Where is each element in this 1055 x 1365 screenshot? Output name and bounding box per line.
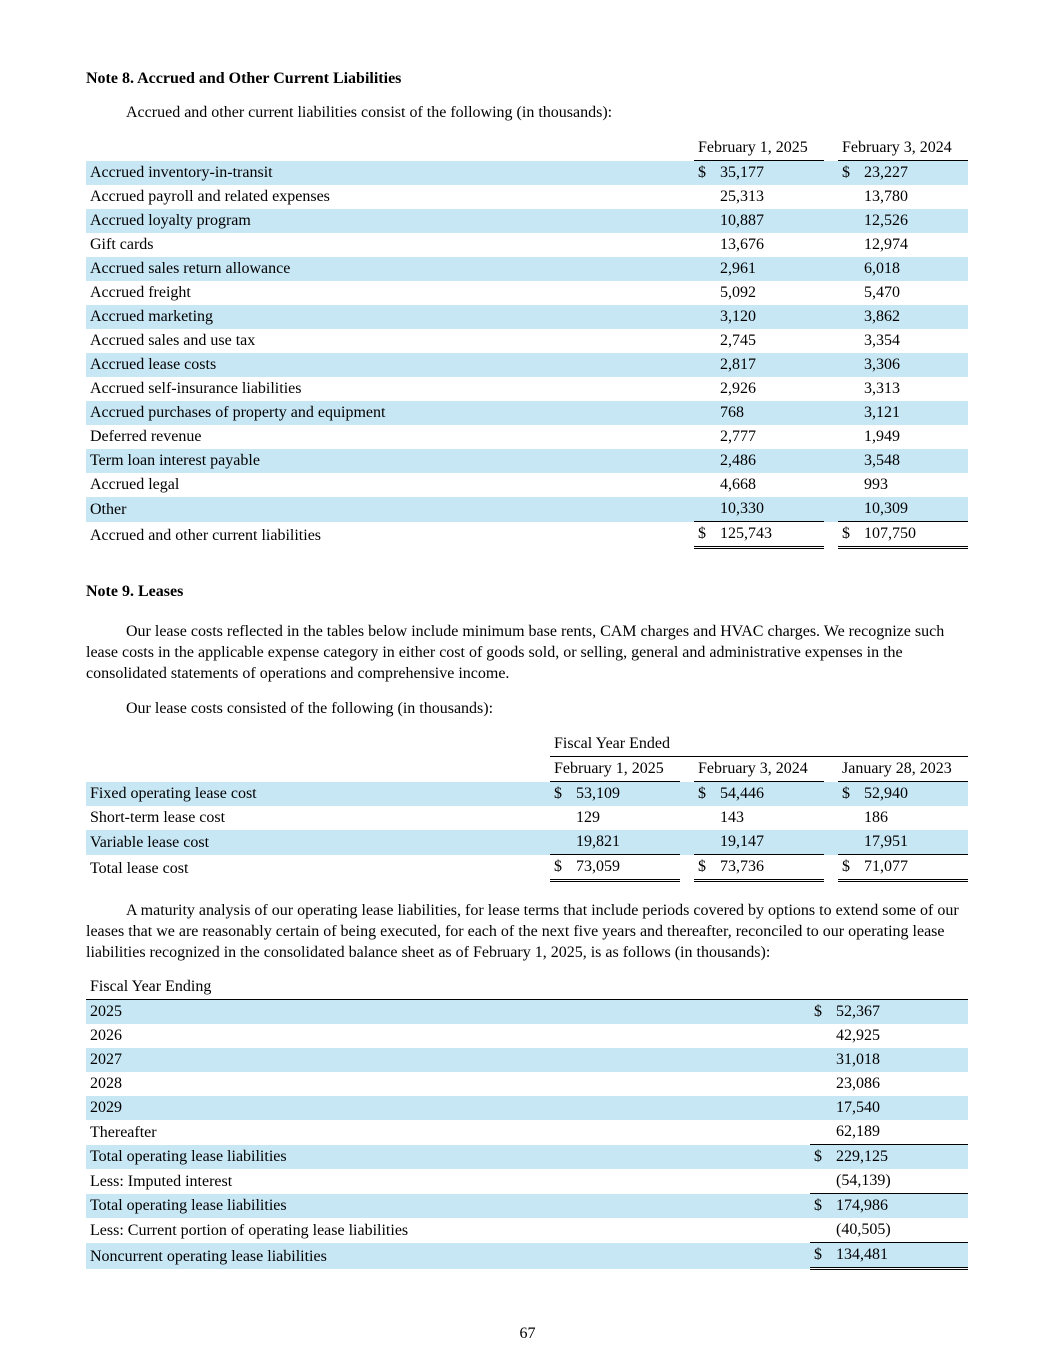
row-value: 17,540: [832, 1096, 968, 1120]
row-label: 2026: [90, 1027, 122, 1044]
column-gap: [824, 209, 838, 233]
row-value: 13,676: [720, 236, 764, 253]
row-label: Thereafter: [90, 1123, 157, 1141]
column-gap: [824, 136, 838, 161]
dollar-sign: [694, 353, 716, 377]
page-number: 67: [519, 1325, 536, 1342]
row-value: 3,548: [860, 449, 968, 473]
table-group-header-row: [86, 732, 968, 757]
row-value: 134,481: [832, 1243, 968, 1269]
dollar-sign: [810, 1096, 832, 1120]
row-value: 52,940: [860, 782, 968, 807]
dollar-sign: [810, 1120, 832, 1145]
table-row: [86, 1145, 968, 1170]
table-row: [86, 257, 968, 281]
row-label: Total operating lease liabilities: [86, 1145, 810, 1170]
row-value: 71,077: [860, 855, 968, 881]
dollar-sign: $: [810, 1000, 832, 1025]
row-label: Accrued legal: [90, 476, 180, 493]
row-value: 42,925: [836, 1027, 880, 1044]
table-row: [86, 830, 968, 855]
dollar-sign: [810, 1072, 832, 1096]
table-row: [86, 161, 968, 186]
dollar-sign: [838, 233, 860, 257]
table-row: [86, 1120, 968, 1145]
row-value: 229,125: [832, 1145, 968, 1170]
column-gap: [680, 806, 694, 830]
row-value: 143: [720, 809, 744, 826]
row-label: Deferred revenue: [90, 428, 202, 445]
row-value: 17,951: [860, 830, 968, 855]
row-value: 129: [576, 809, 600, 826]
table-row: [86, 806, 968, 830]
row-label: Accrued and other current liabilities: [90, 526, 322, 544]
dollar-sign: $: [838, 161, 860, 186]
row-label: Fixed operating lease cost: [86, 782, 550, 807]
row-value: 52,367: [832, 1000, 968, 1025]
column-gap: [824, 305, 838, 329]
column-header-feb-3-2024: February 3, 2024: [838, 136, 968, 161]
row-label: Variable lease cost: [86, 830, 550, 855]
row-label: Short-term lease cost: [90, 809, 226, 826]
table-row: [86, 449, 968, 473]
dollar-sign: [810, 1218, 832, 1243]
row-label: Accrued lease costs: [86, 353, 694, 377]
dollar-sign: [694, 329, 716, 353]
table-row: [86, 233, 968, 257]
row-value: (54,139): [832, 1169, 968, 1194]
column-header-feb-1-2025: February 1, 2025: [694, 136, 824, 161]
row-value: 3,121: [860, 401, 968, 425]
row-value: 1,949: [864, 428, 901, 445]
row-value: 73,736: [716, 855, 824, 881]
dollar-sign: [838, 497, 860, 522]
row-value: 3,306: [860, 353, 968, 377]
dollar-sign: [838, 401, 860, 425]
table-row: [86, 401, 968, 425]
row-value: 10,887: [716, 209, 824, 233]
note9-paragraph-3: A maturity analysis of our operating lease liabilities, for lease terms that include periods covered by options to extend some of our leases that we are reasonably certain of being executed, for each of the next five years and thereafter, reconciled to our operating lease liabilities recognized in the consolidated balance sheet as of February 1, 2025, is as follows (in thousands):: [86, 902, 959, 961]
row-value: 13,780: [864, 188, 909, 205]
row-value: 125,743: [716, 522, 824, 548]
row-value: 31,018: [832, 1048, 968, 1072]
column-gap: [824, 757, 838, 782]
row-label: Term loan interest payable: [86, 449, 694, 473]
note8-intro: Accrued and other current liabilities consist of the following (in thousands):: [126, 104, 613, 121]
row-label: Less: Current portion of operating lease liabilities: [90, 1221, 409, 1239]
row-value: 19,821: [572, 830, 680, 855]
table-row: [86, 1169, 968, 1194]
row-value: 19,147: [716, 830, 824, 855]
row-value: 186: [864, 809, 888, 826]
column-gap: [680, 757, 694, 782]
row-value: 2,486: [716, 449, 824, 473]
dollar-sign: $: [838, 855, 860, 881]
column-gap: [824, 161, 838, 186]
row-value: 768: [716, 401, 824, 425]
dollar-sign: [838, 377, 860, 401]
row-value: 3,354: [864, 332, 901, 349]
row-value: 3,120: [716, 305, 824, 329]
row-value: 73,059: [572, 855, 680, 881]
row-label: Accrued sales and use tax: [90, 332, 256, 349]
column-gap: [824, 782, 838, 807]
table-row: [86, 1194, 968, 1219]
dollar-sign: $: [550, 855, 572, 881]
table-row: [86, 473, 968, 497]
dollar-sign: [838, 257, 860, 281]
dollar-sign: [694, 257, 716, 281]
lease-costs-table: [86, 732, 968, 882]
row-label: Gift cards: [90, 236, 154, 253]
column-gap: [824, 497, 838, 522]
note9-title: Note 9. Leases: [86, 583, 184, 600]
row-label: 2025: [86, 1000, 810, 1025]
row-value: 2,777: [720, 428, 756, 445]
row-value: 3,313: [864, 380, 901, 397]
column-gap: [824, 377, 838, 401]
row-label: Total lease cost: [90, 859, 189, 877]
dollar-sign: [810, 1024, 832, 1048]
column-gap: [824, 830, 838, 855]
column-gap: [680, 830, 694, 855]
dollar-sign: [838, 806, 860, 830]
table-row: [86, 1243, 968, 1269]
row-label: Accrued sales return allowance: [86, 257, 694, 281]
row-label: Less: Imputed interest: [90, 1172, 233, 1190]
note9-paragraph-1: Our lease costs reflected in the tables below include minimum base rents, CAM charges and HVAC charges. We recognize such lease costs in the applicable expense category in either cost of goods sold, or selling, general and administrative expenses in the consolidated statements of operations and comprehensive income.: [86, 623, 945, 682]
dollar-sign: [694, 806, 716, 830]
row-value: 5,470: [864, 284, 901, 301]
row-value: 2,745: [720, 332, 756, 349]
dollar-sign: [838, 209, 860, 233]
dollar-sign: [838, 329, 860, 353]
table-row: [86, 1096, 968, 1120]
column-header-feb-1-2025: February 1, 2025: [550, 757, 680, 782]
table-row: [86, 1072, 968, 1096]
column-header-feb-3-2024: February 3, 2024: [694, 757, 824, 782]
dollar-sign: [838, 473, 860, 497]
note8-title: Note 8. Accrued and Other Current Liabilities: [86, 70, 402, 87]
label-column-header: [86, 732, 550, 757]
dollar-sign: [550, 830, 572, 855]
row-value: 10,330: [716, 497, 824, 522]
table-header-row: [86, 975, 968, 1000]
dollar-sign: $: [694, 782, 716, 807]
column-gap: [824, 522, 838, 548]
row-value: 23,086: [836, 1075, 880, 1092]
table-row: [86, 1218, 968, 1243]
table-row: [86, 855, 968, 881]
fiscal-year-ended-header: Fiscal Year Ended: [550, 732, 968, 757]
dollar-sign: [694, 497, 716, 522]
label-column-header: [86, 136, 694, 161]
row-label: Accrued freight: [90, 284, 191, 301]
row-label: Accrued payroll and related expenses: [90, 188, 330, 205]
column-gap: [824, 329, 838, 353]
row-value: (40,505): [832, 1218, 968, 1243]
row-value: 54,446: [716, 782, 824, 807]
table-row: [86, 185, 968, 209]
row-value: 2,961: [716, 257, 824, 281]
table-row: [86, 497, 968, 522]
accrued-liabilities-table: [86, 136, 968, 549]
dollar-sign: [838, 425, 860, 449]
row-label: Accrued inventory-in-transit: [86, 161, 694, 186]
row-value: 6,018: [860, 257, 968, 281]
row-value: 174,986: [832, 1194, 968, 1219]
row-value: 10,309: [860, 497, 968, 522]
row-value: 107,750: [860, 522, 968, 548]
column-gap: [824, 185, 838, 209]
table-row: [86, 353, 968, 377]
lease-maturity-table: [86, 975, 968, 1270]
label-column-header: [86, 757, 550, 782]
note9-paragraph-2: Our lease costs consisted of the following (in thousands):: [126, 700, 494, 717]
dollar-sign: $: [838, 782, 860, 807]
dollar-sign: [838, 449, 860, 473]
row-label: 2029: [86, 1096, 810, 1120]
row-value: 25,313: [720, 188, 764, 205]
row-label: Accrued self-insurance liabilities: [90, 380, 302, 397]
table-row: [86, 522, 968, 548]
row-value: 993: [864, 476, 889, 493]
column-gap: [824, 449, 838, 473]
dollar-sign: [694, 233, 716, 257]
dollar-sign: [694, 401, 716, 425]
column-gap: [824, 806, 838, 830]
column-gap: [824, 855, 838, 881]
dollar-sign: [838, 185, 860, 209]
dollar-sign: $: [838, 522, 860, 548]
dollar-sign: [694, 473, 716, 497]
table-row: [86, 1024, 968, 1048]
row-label: 2028: [90, 1075, 122, 1092]
row-label: Total operating lease liabilities: [86, 1194, 810, 1219]
row-value: 35,177: [716, 161, 824, 186]
dollar-sign: $: [810, 1194, 832, 1219]
row-value: 2,817: [716, 353, 824, 377]
table-row: [86, 377, 968, 401]
row-value: 12,974: [864, 236, 909, 253]
table-row: [86, 1048, 968, 1072]
dollar-sign: [810, 1169, 832, 1194]
column-gap: [680, 855, 694, 881]
table-row: [86, 1000, 968, 1025]
table-row: [86, 425, 968, 449]
row-value: 3,862: [860, 305, 968, 329]
column-header-jan-28-2023: January 28, 2023: [838, 757, 968, 782]
table-header-row: [86, 757, 968, 782]
column-gap: [824, 281, 838, 305]
row-value: 62,189: [832, 1120, 968, 1145]
dollar-sign: [694, 305, 716, 329]
table-row: [86, 329, 968, 353]
dollar-sign: [810, 1048, 832, 1072]
dollar-sign: [550, 806, 572, 830]
dollar-sign: [694, 425, 716, 449]
row-value: 4,668: [720, 476, 756, 493]
dollar-sign: [838, 281, 860, 305]
row-value: 53,109: [572, 782, 680, 807]
dollar-sign: $: [694, 161, 716, 186]
row-label: Accrued loyalty program: [86, 209, 694, 233]
dollar-sign: [694, 209, 716, 233]
dollar-sign: $: [550, 782, 572, 807]
fiscal-year-ending-header: Fiscal Year Ending: [86, 975, 968, 1000]
dollar-sign: [694, 830, 716, 855]
dollar-sign: [838, 305, 860, 329]
column-gap: [824, 353, 838, 377]
row-label: Accrued purchases of property and equipment: [86, 401, 694, 425]
dollar-sign: $: [694, 855, 716, 881]
row-label: Noncurrent operating lease liabilities: [86, 1243, 810, 1269]
column-gap: [824, 257, 838, 281]
column-gap: [824, 473, 838, 497]
column-gap: [824, 233, 838, 257]
dollar-sign: [694, 377, 716, 401]
dollar-sign: $: [694, 522, 716, 548]
table-row: [86, 305, 968, 329]
dollar-sign: $: [810, 1243, 832, 1269]
table-header-row: [86, 136, 968, 161]
dollar-sign: [838, 353, 860, 377]
row-label: 2027: [86, 1048, 810, 1072]
dollar-sign: [694, 185, 716, 209]
column-gap: [824, 425, 838, 449]
row-value: 2,926: [720, 380, 756, 397]
row-value: 23,227: [860, 161, 968, 186]
row-value: 5,092: [720, 284, 756, 301]
row-label: Accrued marketing: [86, 305, 694, 329]
dollar-sign: [694, 281, 716, 305]
dollar-sign: [838, 830, 860, 855]
dollar-sign: $: [810, 1145, 832, 1170]
row-value: 12,526: [860, 209, 968, 233]
column-gap: [824, 401, 838, 425]
table-row: [86, 281, 968, 305]
table-row: [86, 782, 968, 807]
row-label: Other: [86, 497, 694, 522]
table-row: [86, 209, 968, 233]
dollar-sign: [694, 449, 716, 473]
column-gap: [680, 782, 694, 807]
